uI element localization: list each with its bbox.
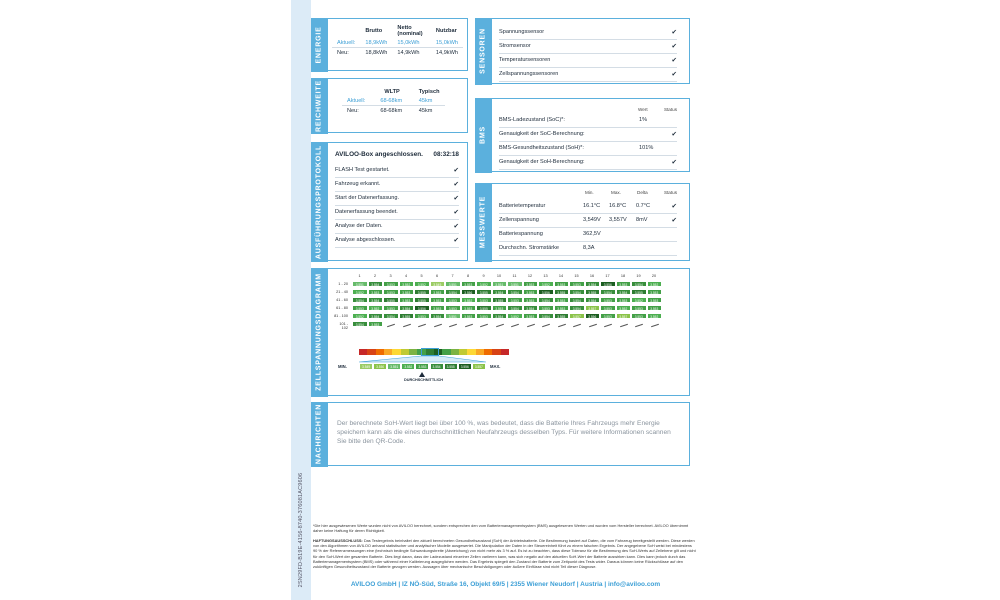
cell-voltage: 3.554: [383, 313, 399, 319]
empty-cell-dash: [635, 324, 643, 327]
empty-cell-dash: [651, 324, 659, 327]
cell-voltage: 3.553: [461, 305, 477, 311]
document-id: [291, 462, 311, 597]
protokoll-item: [335, 207, 459, 220]
cell-voltage: 3.555: [554, 313, 570, 319]
bms-row: [499, 157, 677, 170]
cell-voltage: 3.553: [352, 305, 368, 311]
cell-voltage: 3.553: [569, 281, 585, 287]
energie-cell: 15,0kWh: [397, 39, 420, 46]
cell-voltage: 3.554: [352, 321, 368, 327]
energie-row-label: Aktuell:: [337, 39, 356, 46]
messwerte-value: 3,557V: [609, 217, 627, 223]
sensor-item: [499, 41, 677, 54]
scale-gradient-segment: [451, 349, 459, 355]
cell-voltage: 3.554: [569, 305, 585, 311]
cell-voltage: 3.553: [461, 281, 477, 287]
cell-voltage: 3.556: [461, 289, 477, 295]
cell-voltage: 3.552: [647, 313, 663, 319]
nachrichten-text: Der berechnete SoH-Wert liegt bei über 100 %, was bedeutet, dass die Batterie Ihres Fahrzeugs mehr Energie speichern kann als die eines durchschnittlichen Neufahrzeugs desselben Typs. Für weitere Informationen scannen Sie bitte den QR-Code.: [337, 420, 671, 445]
check-icon: ✔: [453, 223, 459, 230]
empty-cell-dash: [558, 324, 566, 327]
messwerte-value: 0.7°C: [636, 203, 651, 209]
messwerte-row: [499, 243, 677, 256]
cell-voltage: 3.554: [616, 289, 632, 295]
energie-cell: 18,9kWh: [365, 39, 388, 46]
sensor-label: Temperatursensoren: [499, 57, 551, 63]
check-icon: ✔: [453, 209, 459, 216]
reichweite-header-wltp: WLTP: [384, 88, 400, 95]
cell-voltage: 3.556: [414, 305, 430, 311]
scale-gradient-segment: [459, 349, 467, 355]
heatmap-row-label: 101 - 102: [339, 322, 348, 330]
energie-cell: 18,8kWh: [365, 49, 388, 56]
cell-voltage: 3.553: [523, 297, 539, 303]
cell-voltage: 3.552: [352, 289, 368, 295]
cell-voltage: 3.555: [476, 289, 492, 295]
scale-gradient-segment: [492, 349, 500, 355]
zoom-trapezoid: [359, 356, 486, 362]
empty-cell-dash: [434, 324, 442, 327]
check-icon: ✔: [671, 43, 677, 50]
cell-voltage: 3.552: [507, 313, 523, 319]
scale-value: 3.554: [430, 363, 444, 370]
cell-voltage: 3.555: [554, 289, 570, 295]
cell-voltage: 3.555: [492, 297, 508, 303]
scale-min-label: MIN.: [338, 364, 347, 369]
cell-voltage: 3.553: [414, 313, 430, 319]
heatmap-col-label: 4: [404, 274, 408, 278]
cell-voltage: 3.551: [352, 281, 368, 287]
energie-panel: [311, 18, 468, 71]
bms-row-label: Genauigkeit der SoC-Berechnung:: [499, 131, 585, 137]
cell-voltage: 3.552: [616, 305, 632, 311]
cell-voltage: 3.553: [383, 305, 399, 311]
protokoll-item: [335, 235, 459, 248]
scale-gradient-segment: [409, 349, 417, 355]
cell-voltage: 3.553: [647, 289, 663, 295]
heatmap-col-label: 1: [358, 274, 361, 278]
sensor-item: [499, 69, 677, 82]
scale-value: 3.551: [387, 363, 401, 370]
zellspannung-panel: [311, 268, 690, 396]
heatmap-col-label: 12: [527, 274, 533, 278]
energie-header-nutzbar: Nutzbar: [435, 27, 457, 34]
reichweite-cell: 68-68km: [380, 97, 403, 104]
cell-voltage: 3.554: [399, 305, 415, 311]
energie-cell: 14,9kWh: [435, 49, 458, 56]
heatmap-col-label: 8: [466, 274, 470, 278]
cell-voltage: 3.554: [492, 313, 508, 319]
heatmap-col-label: 5: [420, 274, 423, 278]
cell-voltage: 3.553: [647, 305, 663, 311]
cell-voltage: 3.553: [538, 305, 554, 311]
footnote-bms: *Die hier ausgewiesenen Werte wurden nicht von AVILOO berechnet, sondern entsprechen den vom Batteriemanagementsystem (BMS) ausgelesenen Werten und wurden vom Hersteller berechnet. AVILOO übernimmt daher keine Haftung für deren Richtigkeit.: [313, 523, 689, 534]
heatmap-col-label: 16: [589, 274, 595, 278]
cell-voltage: 3.555: [414, 297, 430, 303]
cell-voltage: 3.553: [399, 297, 415, 303]
heatmap-col-label: 18: [620, 274, 626, 278]
cell-voltage: 3.554: [538, 297, 554, 303]
cell-voltage: 3.554: [368, 281, 384, 287]
empty-cell-dash: [511, 324, 519, 327]
check-icon: ✔: [453, 181, 459, 188]
heatmap-row-label: 1 - 20: [338, 282, 348, 286]
cell-voltage-heatmap: [332, 273, 685, 391]
empty-cell-dash: [527, 324, 535, 327]
reichweite-cell: 68-68km: [380, 107, 403, 114]
cell-voltage: 3.553: [523, 289, 539, 295]
bms-row: [499, 129, 677, 142]
average-marker-icon: [419, 372, 425, 377]
messwerte-row-label: Zellenspannung: [499, 217, 539, 223]
cell-voltage: 3.553: [554, 297, 570, 303]
reichweite-cell: 45km: [418, 97, 433, 104]
scale-gradient-segment: [384, 349, 392, 355]
cell-voltage: 3.553: [523, 313, 539, 319]
cell-voltage: 3.552: [631, 297, 647, 303]
bms-row-label: BMS-Ladezustand (SoC)*:: [499, 117, 565, 123]
scale-gradient-segment: [401, 349, 409, 355]
messwerte-value: 16.8°C: [609, 203, 627, 209]
messwerte-tab: MESSWERTE: [475, 183, 492, 262]
bms-col-wert: Wert: [638, 107, 648, 112]
scale-selection-box: [421, 348, 439, 356]
messwerte-value: 8,3A: [583, 245, 595, 251]
heatmap-col-label: 19: [636, 274, 641, 278]
protokoll-item: [335, 221, 459, 234]
scale-gradient-segment: [476, 349, 484, 355]
reichweite-tab: REICHWEITE: [311, 78, 328, 134]
energie-tab: ENERGIE: [311, 18, 328, 72]
messwerte-col-min: Min.: [585, 190, 594, 195]
scale-value: 3.552: [401, 363, 415, 370]
cell-voltage: 3.554: [507, 305, 523, 311]
sensor-item: [499, 27, 677, 40]
cell-voltage: 3.552: [414, 281, 430, 287]
check-icon: ✔: [453, 237, 459, 244]
scale-value: 3.556: [458, 363, 472, 370]
cell-voltage: 3.554: [368, 313, 384, 319]
cell-voltage: 3.553: [554, 281, 570, 287]
protokoll-item: [335, 179, 459, 192]
footer-contact: AVILOO GmbH | IZ NÖ-Süd, Straße 16, Objekt 69/5 | 2355 Wiener Neudorf | Austria | info@aviloo.com: [350, 581, 661, 588]
messwerte-row: [499, 215, 677, 228]
empty-cell-dash: [418, 324, 426, 327]
empty-cell-dash: [480, 324, 488, 327]
cell-voltage: 3.556: [600, 281, 616, 287]
empty-cell-dash: [496, 324, 504, 327]
check-icon: ✔: [671, 57, 677, 64]
cell-voltage: 3.553: [616, 281, 632, 287]
cell-voltage: 3.553: [445, 297, 461, 303]
cell-voltage: 3.553: [476, 297, 492, 303]
messwerte-row-label: Durchschn. Stromstärke: [499, 245, 559, 251]
messwerte-row-label: Batteriespannung: [499, 231, 543, 237]
cell-voltage: 3.553: [476, 313, 492, 319]
sensor-item: [499, 55, 677, 68]
empty-cell-dash: [403, 324, 411, 327]
scale-gradient-segment: [484, 349, 492, 355]
heatmap-col-label: 7: [451, 274, 454, 278]
scale-value: 3.550: [373, 363, 387, 370]
messwerte-value: 8mV: [636, 217, 648, 223]
empty-cell-dash: [449, 324, 457, 327]
cell-voltage: 3.554: [585, 297, 601, 303]
protokoll-header: AVILOO-Box angeschlossen.: [335, 151, 423, 158]
protokoll-item: [335, 193, 459, 206]
empty-cell-dash: [387, 324, 395, 327]
cell-voltage: 3.553: [399, 289, 415, 295]
messwerte-row-label: Batterietemperatur: [499, 203, 546, 209]
bms-panel: [475, 98, 690, 172]
energie-cell: 15,0kWh: [435, 39, 458, 46]
energie-header-brutto: Brutto: [365, 27, 383, 34]
cell-voltage: 3.554: [569, 289, 585, 295]
cell-voltage: 3.556: [585, 313, 601, 319]
cell-voltage: 3.554: [492, 289, 508, 295]
empty-cell-dash: [620, 324, 628, 327]
heatmap-col-label: 20: [651, 274, 657, 278]
heatmap-col-label: 9: [482, 274, 485, 278]
cell-voltage: 3.553: [430, 289, 446, 295]
heatmap-row-label: 21 - 40: [336, 290, 348, 294]
footnote-haftung: [313, 538, 697, 569]
cell-voltage: 3.554: [585, 281, 601, 287]
cell-voltage: 3.554: [430, 313, 446, 319]
scale-gradient-segment: [359, 349, 367, 355]
cell-voltage: 3.555: [631, 289, 647, 295]
heatmap-row-label: 41 - 60: [336, 298, 348, 302]
cell-voltage: 3.554: [368, 297, 384, 303]
check-icon: ✔: [671, 71, 677, 78]
cell-voltage: 3.552: [461, 297, 477, 303]
bms-row: [499, 143, 677, 156]
energie-cell: 14,9kWh: [397, 49, 420, 56]
heatmap-col-label: 14: [558, 274, 564, 278]
cell-voltage: 3.553: [461, 313, 477, 319]
cell-voltage: 3.554: [569, 297, 585, 303]
cell-voltage: 3.553: [600, 297, 616, 303]
haftung-text: Das Testergebnis beinhaltet den aktuell berechneten Gesundheitszustand (SoH) der Antriebsbatterie. Die Bestimmung basiert auf Daten, die vom Fahrzeug bereitgestellt werden. Diese werden von den Algorithmen von AVILOO anhand statistischer und analytischer Modelle ausgewertet. Die Manipulation der Daten in der Steuereinheit führt zu einem falschen Ergebnis. Der angegebene SoH weist bei mindestens 90 % der Referenzmessungen eine (technisch bedingte Schwankungsbreite (Abweichung) von nicht mehr als 3 % auf. Es ist zu beachten, dass diese Toleranz für die Bestimmung des SoH-Werts auf Zellebene gilt und nicht für den SoH-Wert der gesamten Batterie. Dies liegt daran, dass der Ladezustand einzelner Zellen variieren kann, was sich negativ auf den aktuellen SoH-Wert der Batterie auswirken kann. Dies kann jedoch durch das Batteriemanagementsystem (BMS) oder während einer Kalibrierung ausgeglichen werden. Das Ergebnis spiegelt den Zustand der Batterie zum Zeitpunkt des Tests wider. Daraus können keine Rückschlüsse auf den zukünftigen Gesundheitszustand der Batterie gezogen werden. Aussagen über mechanische Beschädigungen oder äußere Einflüsse sind nicht Teil dieser Diagnose.: [313, 538, 696, 570]
cell-voltage: 3.556: [538, 289, 554, 295]
scale-value: 3.555: [444, 363, 458, 370]
bms-row-label: Genauigkeit der SoH-Berechnung:: [499, 159, 585, 165]
scale-gradient-segment: [392, 349, 400, 355]
energie-row-label: Neu:: [337, 49, 349, 56]
cell-voltage: 3.555: [585, 289, 601, 295]
messwerte-col-max: Max.: [611, 190, 621, 195]
protokoll-panel: [311, 142, 468, 261]
cell-voltage: 3.553: [631, 305, 647, 311]
cell-voltage: 3.553: [647, 297, 663, 303]
nachrichten-tab: NACHRICHTEN: [311, 402, 328, 467]
cell-voltage: 3.554: [631, 281, 647, 287]
cell-voltage: 3.557: [569, 313, 585, 319]
cell-voltage: 3.553: [430, 297, 446, 303]
protokoll-item-label: Fahrzeug erkannt.: [335, 181, 381, 187]
scale-max-label: MAX.: [490, 364, 501, 369]
messwerte-row: [499, 229, 677, 242]
scale-gradient-segment: [467, 349, 475, 355]
cell-voltage: 3.553: [600, 313, 616, 319]
empty-cell-dash: [542, 324, 550, 327]
cell-voltage: 3.557: [585, 305, 601, 311]
scale-gradient-segment: [501, 349, 509, 355]
sensoren-tab: SENSOREN: [475, 18, 492, 85]
messwerte-value: 3,549V: [583, 217, 601, 223]
cell-voltage: 3.554: [445, 289, 461, 295]
energie-header-netto: Netto (nominal): [397, 24, 423, 37]
scale-value: 3.557: [472, 363, 486, 370]
cell-voltage: 3.555: [414, 289, 430, 295]
messwerte-value: 16.1°C: [583, 203, 601, 209]
cell-voltage: 3.549: [430, 281, 446, 287]
cell-voltage: 3.553: [383, 281, 399, 287]
reichweite-row-label: Aktuell:: [347, 97, 366, 104]
check-icon: ✔: [671, 217, 677, 224]
heatmap-col-label: 3: [389, 274, 392, 278]
cell-voltage: 3.553: [554, 305, 570, 311]
cell-voltage: 3.552: [538, 281, 554, 287]
cell-voltage: 3.552: [368, 305, 384, 311]
heatmap-col-label: 6: [435, 274, 439, 278]
sensor-label: Zellspannungssensoren: [499, 71, 559, 77]
protokoll-tab: AUSFÜHRUNGSPROTOKOLL: [311, 142, 328, 262]
cell-voltage: 3.551: [445, 313, 461, 319]
check-icon: ✔: [453, 167, 459, 174]
cell-voltage: 3.553: [616, 297, 632, 303]
heatmap-col-label: 17: [605, 274, 610, 278]
cell-voltage: 3.551: [445, 281, 461, 287]
empty-cell-dash: [604, 324, 612, 327]
cell-voltage: 3.553: [368, 289, 384, 295]
check-icon: ✔: [671, 29, 677, 36]
cell-voltage: 3.554: [352, 297, 368, 303]
messwerte-value: 362,5V: [583, 231, 601, 237]
protokoll-item-label: Start der Datenerfassung.: [335, 195, 400, 201]
heatmap-col-label: 15: [574, 274, 579, 278]
protokoll-item: [335, 165, 459, 178]
sensor-label: Stromsensor: [499, 43, 531, 49]
cell-voltage: 3.554: [507, 289, 523, 295]
cell-voltage: 3.552: [352, 313, 368, 319]
sensoren-list: [499, 27, 677, 80]
heatmap-col-label: 11: [512, 274, 517, 278]
haftung-title: HAFTUNGSAUSSCHLUSS:: [313, 538, 363, 543]
bms-row-label: BMS-Gesundheitszustand (SoH)*:: [499, 145, 584, 151]
scale-gradient-segment: [367, 349, 375, 355]
sensor-label: Spannungssensor: [499, 29, 545, 35]
cell-voltage: 3.554: [600, 289, 616, 295]
cell-voltage: 3.555: [476, 305, 492, 311]
heatmap-row-label: 81 - 100: [334, 314, 348, 318]
empty-cell-dash: [465, 324, 473, 327]
bms-row: [499, 115, 677, 128]
messwerte-row: [499, 201, 677, 214]
zellspannung-tab: ZELLSPANNUNGSDIAGRAMM: [311, 268, 328, 397]
cell-voltage: 3.553: [445, 305, 461, 311]
bms-row-value: 1%: [639, 117, 648, 123]
protokoll-item-label: Analyse der Daten.: [335, 223, 383, 229]
heatmap-col-label: 2: [373, 274, 377, 278]
protokoll-item-label: Analyse abgeschlossen.: [335, 237, 396, 243]
cell-voltage: 3.553: [492, 305, 508, 311]
average-label: DURCHSCHNITTLICH: [404, 378, 444, 382]
check-icon: ✔: [453, 195, 459, 202]
document-id-text: 2SN29FD-B19E-4156-8740-376081AC9606: [298, 472, 304, 587]
cell-voltage: 3.551: [507, 281, 523, 287]
bms-tab: BMS: [475, 98, 492, 173]
cell-voltage: 3.557: [616, 313, 632, 319]
reichweite-row-label: Neu:: [347, 107, 359, 114]
cell-voltage: 3.553: [631, 313, 647, 319]
messwerte-panel: [475, 183, 690, 261]
scale-value: 3.553: [415, 363, 429, 370]
cell-voltage: 3.553: [600, 305, 616, 311]
check-icon: ✔: [671, 131, 677, 138]
scale-value: 3.549: [359, 363, 373, 370]
cell-voltage: 3.554: [523, 305, 539, 311]
bms-row-value: 101%: [639, 145, 654, 151]
cell-voltage: 3.553: [430, 305, 446, 311]
protokoll-time: 08:32:18: [433, 151, 459, 158]
reichweite-header-typisch: Typisch: [418, 88, 440, 95]
reichweite-table: [342, 87, 445, 115]
cell-voltage: 3.553: [507, 297, 523, 303]
cell-voltage: 3.553: [383, 289, 399, 295]
cell-voltage: 3.552: [399, 281, 415, 287]
cell-voltage: 3.552: [476, 281, 492, 287]
protokoll-item-label: FLASH Test gestartet.: [335, 167, 390, 173]
messwerte-col-status: Status: [663, 190, 677, 195]
protokoll-item-label: Datenerfassung beendet.: [335, 209, 398, 215]
heatmap-col-label: 13: [543, 274, 548, 278]
empty-cell-dash: [573, 324, 581, 327]
nachrichten-panel: [311, 402, 690, 466]
check-icon: ✔: [671, 203, 677, 210]
heatmap-col-label: 10: [496, 274, 502, 278]
bms-col-status: Status: [663, 107, 677, 112]
empty-cell-dash: [589, 324, 597, 327]
reichweite-cell: 45km: [418, 107, 433, 114]
scale-gradient-segment: [376, 349, 384, 355]
cell-voltage: 3.555: [383, 297, 399, 303]
cell-voltage: 3.554: [538, 313, 554, 319]
sensoren-panel: [475, 18, 690, 84]
cell-voltage: 3.551: [492, 281, 508, 287]
cell-voltage: 3.553: [523, 281, 539, 287]
cell-voltage: 3.555: [399, 313, 415, 319]
check-icon: ✔: [671, 159, 677, 166]
cell-voltage: 3.553: [368, 321, 384, 327]
messwerte-col-delta: Delta: [637, 190, 648, 195]
heatmap-row-label: 61 - 80: [336, 306, 348, 310]
energie-table: [332, 23, 463, 57]
reichweite-panel: [311, 78, 468, 133]
cell-voltage: 3.552: [647, 281, 663, 287]
scale-gradient-segment: [442, 349, 450, 355]
